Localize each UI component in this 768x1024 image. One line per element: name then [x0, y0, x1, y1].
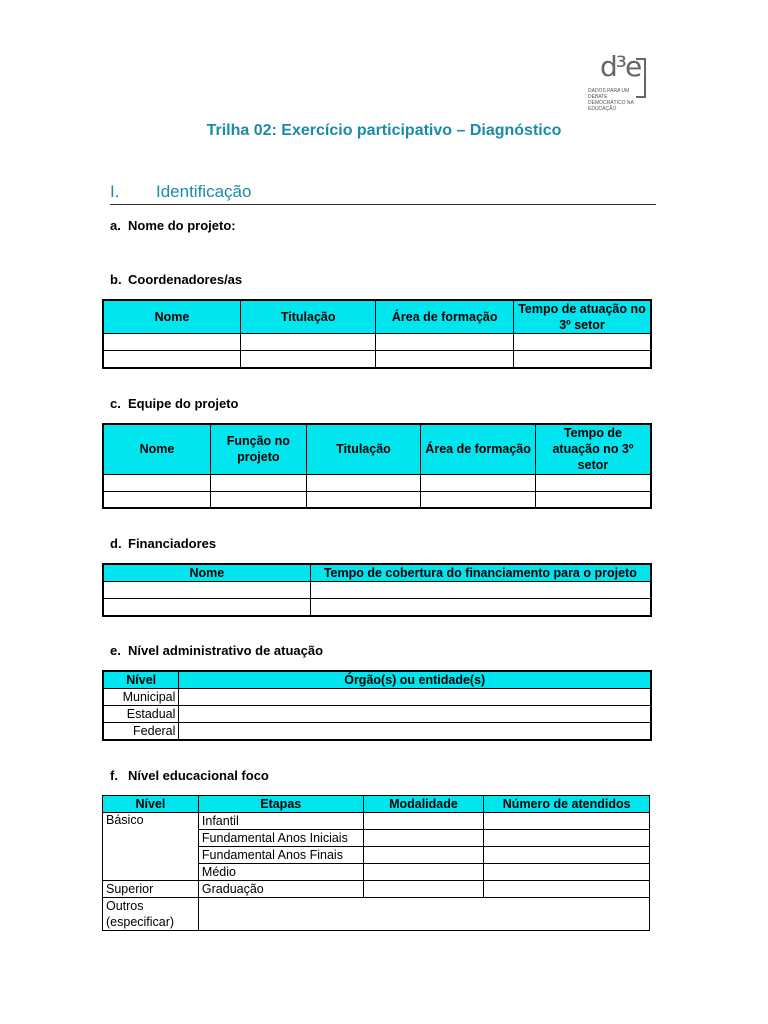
item-equipe	[110, 396, 239, 411]
cell[interactable]	[306, 491, 421, 508]
cell[interactable]	[103, 351, 240, 368]
cell[interactable]	[179, 723, 651, 740]
cell[interactable]	[179, 689, 651, 706]
item-letter: a.	[110, 218, 121, 233]
cell[interactable]	[376, 334, 514, 351]
table-row	[103, 599, 651, 616]
table-row	[103, 334, 651, 351]
section-number: I.	[110, 182, 120, 201]
col-header: Tempo de atuação no 3º setor	[535, 424, 651, 474]
item-nome-do-projeto	[110, 218, 236, 233]
cell[interactable]	[484, 830, 650, 847]
row-label: Estadual	[103, 706, 179, 723]
col-header: Área de formação	[376, 300, 514, 334]
cell[interactable]	[421, 474, 536, 491]
logo-tagline: DADOS PARA UM DEBATE DEMOCRÁTICO NA EDUCAÇÃO	[588, 88, 634, 112]
col-header: Área de formação	[421, 424, 536, 474]
col-header: Titulação	[306, 424, 421, 474]
row-label-superior: Superior	[103, 881, 199, 898]
col-header: Nome	[103, 424, 211, 474]
col-header: Nome	[103, 564, 310, 582]
cell[interactable]	[240, 351, 376, 368]
item-label: Coordenadores/as	[128, 272, 243, 287]
item-letter: c.	[110, 396, 121, 411]
cell[interactable]	[363, 881, 484, 898]
cell[interactable]	[363, 830, 484, 847]
cell[interactable]	[421, 491, 536, 508]
d3e-logo	[588, 50, 658, 116]
table-row	[103, 813, 650, 830]
section-heading	[110, 182, 656, 205]
table-row	[103, 351, 651, 368]
item-label: Financiadores	[128, 536, 217, 551]
item-letter: e.	[110, 643, 121, 658]
item-letter: b.	[110, 272, 122, 287]
etapa-label: Médio	[198, 864, 363, 881]
col-header: Etapas	[198, 796, 363, 813]
cell[interactable]	[363, 847, 484, 864]
cell[interactable]	[484, 864, 650, 881]
item-label: Nível educacional foco	[128, 768, 269, 783]
section-label: Identificação	[156, 182, 252, 201]
table-financiadores	[102, 563, 652, 617]
cell[interactable]	[484, 813, 650, 830]
table-nivel-administrativo	[102, 670, 652, 741]
col-header: Nome	[103, 300, 240, 334]
row-label-outros: Outros (especificar)	[103, 898, 199, 931]
table-equipe	[102, 423, 652, 509]
item-label: Nível administrativo de atuação	[128, 643, 324, 658]
table-row	[103, 706, 651, 723]
cell[interactable]	[103, 582, 310, 599]
cell[interactable]	[310, 599, 651, 616]
item-nivel-educacional	[110, 768, 269, 783]
page-title: Trilha 02: Exercício participativo – Diagnóstico	[206, 122, 562, 139]
cell[interactable]	[103, 491, 211, 508]
cell[interactable]	[535, 491, 651, 508]
cell[interactable]	[103, 334, 240, 351]
cell[interactable]	[363, 864, 484, 881]
col-header: Nível	[103, 671, 179, 689]
item-financiadores	[110, 536, 216, 551]
cell[interactable]	[211, 474, 307, 491]
table-row	[103, 491, 651, 508]
cell[interactable]	[363, 813, 484, 830]
row-label: Municipal	[103, 689, 179, 706]
row-label-basico: Básico	[103, 813, 199, 881]
etapa-label: Fundamental Anos Finais	[198, 847, 363, 864]
cell[interactable]	[484, 881, 650, 898]
col-header: Função no projeto	[211, 424, 307, 474]
cell[interactable]	[179, 706, 651, 723]
item-label: Equipe do projeto	[128, 396, 239, 411]
cell[interactable]	[198, 898, 649, 931]
col-header: Órgão(s) ou entidade(s)	[179, 671, 651, 689]
col-header: Tempo de atuação no 3º setor	[513, 300, 651, 334]
table-nivel-educacional	[102, 795, 650, 931]
col-header: Titulação	[240, 300, 376, 334]
etapa-label: Fundamental Anos Iniciais	[198, 830, 363, 847]
cell[interactable]	[484, 847, 650, 864]
cell[interactable]	[535, 474, 651, 491]
col-header: Nível	[103, 796, 199, 813]
cell[interactable]	[376, 351, 514, 368]
table-coordenadores	[102, 299, 652, 369]
col-header: Tempo de cobertura do financiamento para o projeto	[310, 564, 651, 582]
cell[interactable]	[211, 491, 307, 508]
col-header: Número de atendidos	[484, 796, 650, 813]
etapa-label: Graduação	[198, 881, 363, 898]
etapa-label: Infantil	[198, 813, 363, 830]
logo-mark: d³e	[600, 50, 641, 83]
item-coordenadores	[110, 272, 242, 287]
table-row	[103, 881, 650, 898]
table-row	[103, 474, 651, 491]
cell[interactable]	[513, 334, 651, 351]
item-letter: f.	[110, 768, 118, 783]
item-nivel-administrativo	[110, 643, 323, 658]
cell[interactable]	[513, 351, 651, 368]
cell[interactable]	[310, 582, 651, 599]
table-row	[103, 582, 651, 599]
cell[interactable]	[103, 599, 310, 616]
cell[interactable]	[240, 334, 376, 351]
table-row	[103, 898, 650, 931]
table-row	[103, 723, 651, 740]
table-row	[103, 689, 651, 706]
item-letter: d.	[110, 536, 122, 551]
item-label: Nome do projeto:	[128, 218, 236, 233]
col-header: Modalidade	[363, 796, 484, 813]
cell[interactable]	[103, 474, 211, 491]
row-label: Federal	[103, 723, 179, 740]
cell[interactable]	[306, 474, 421, 491]
